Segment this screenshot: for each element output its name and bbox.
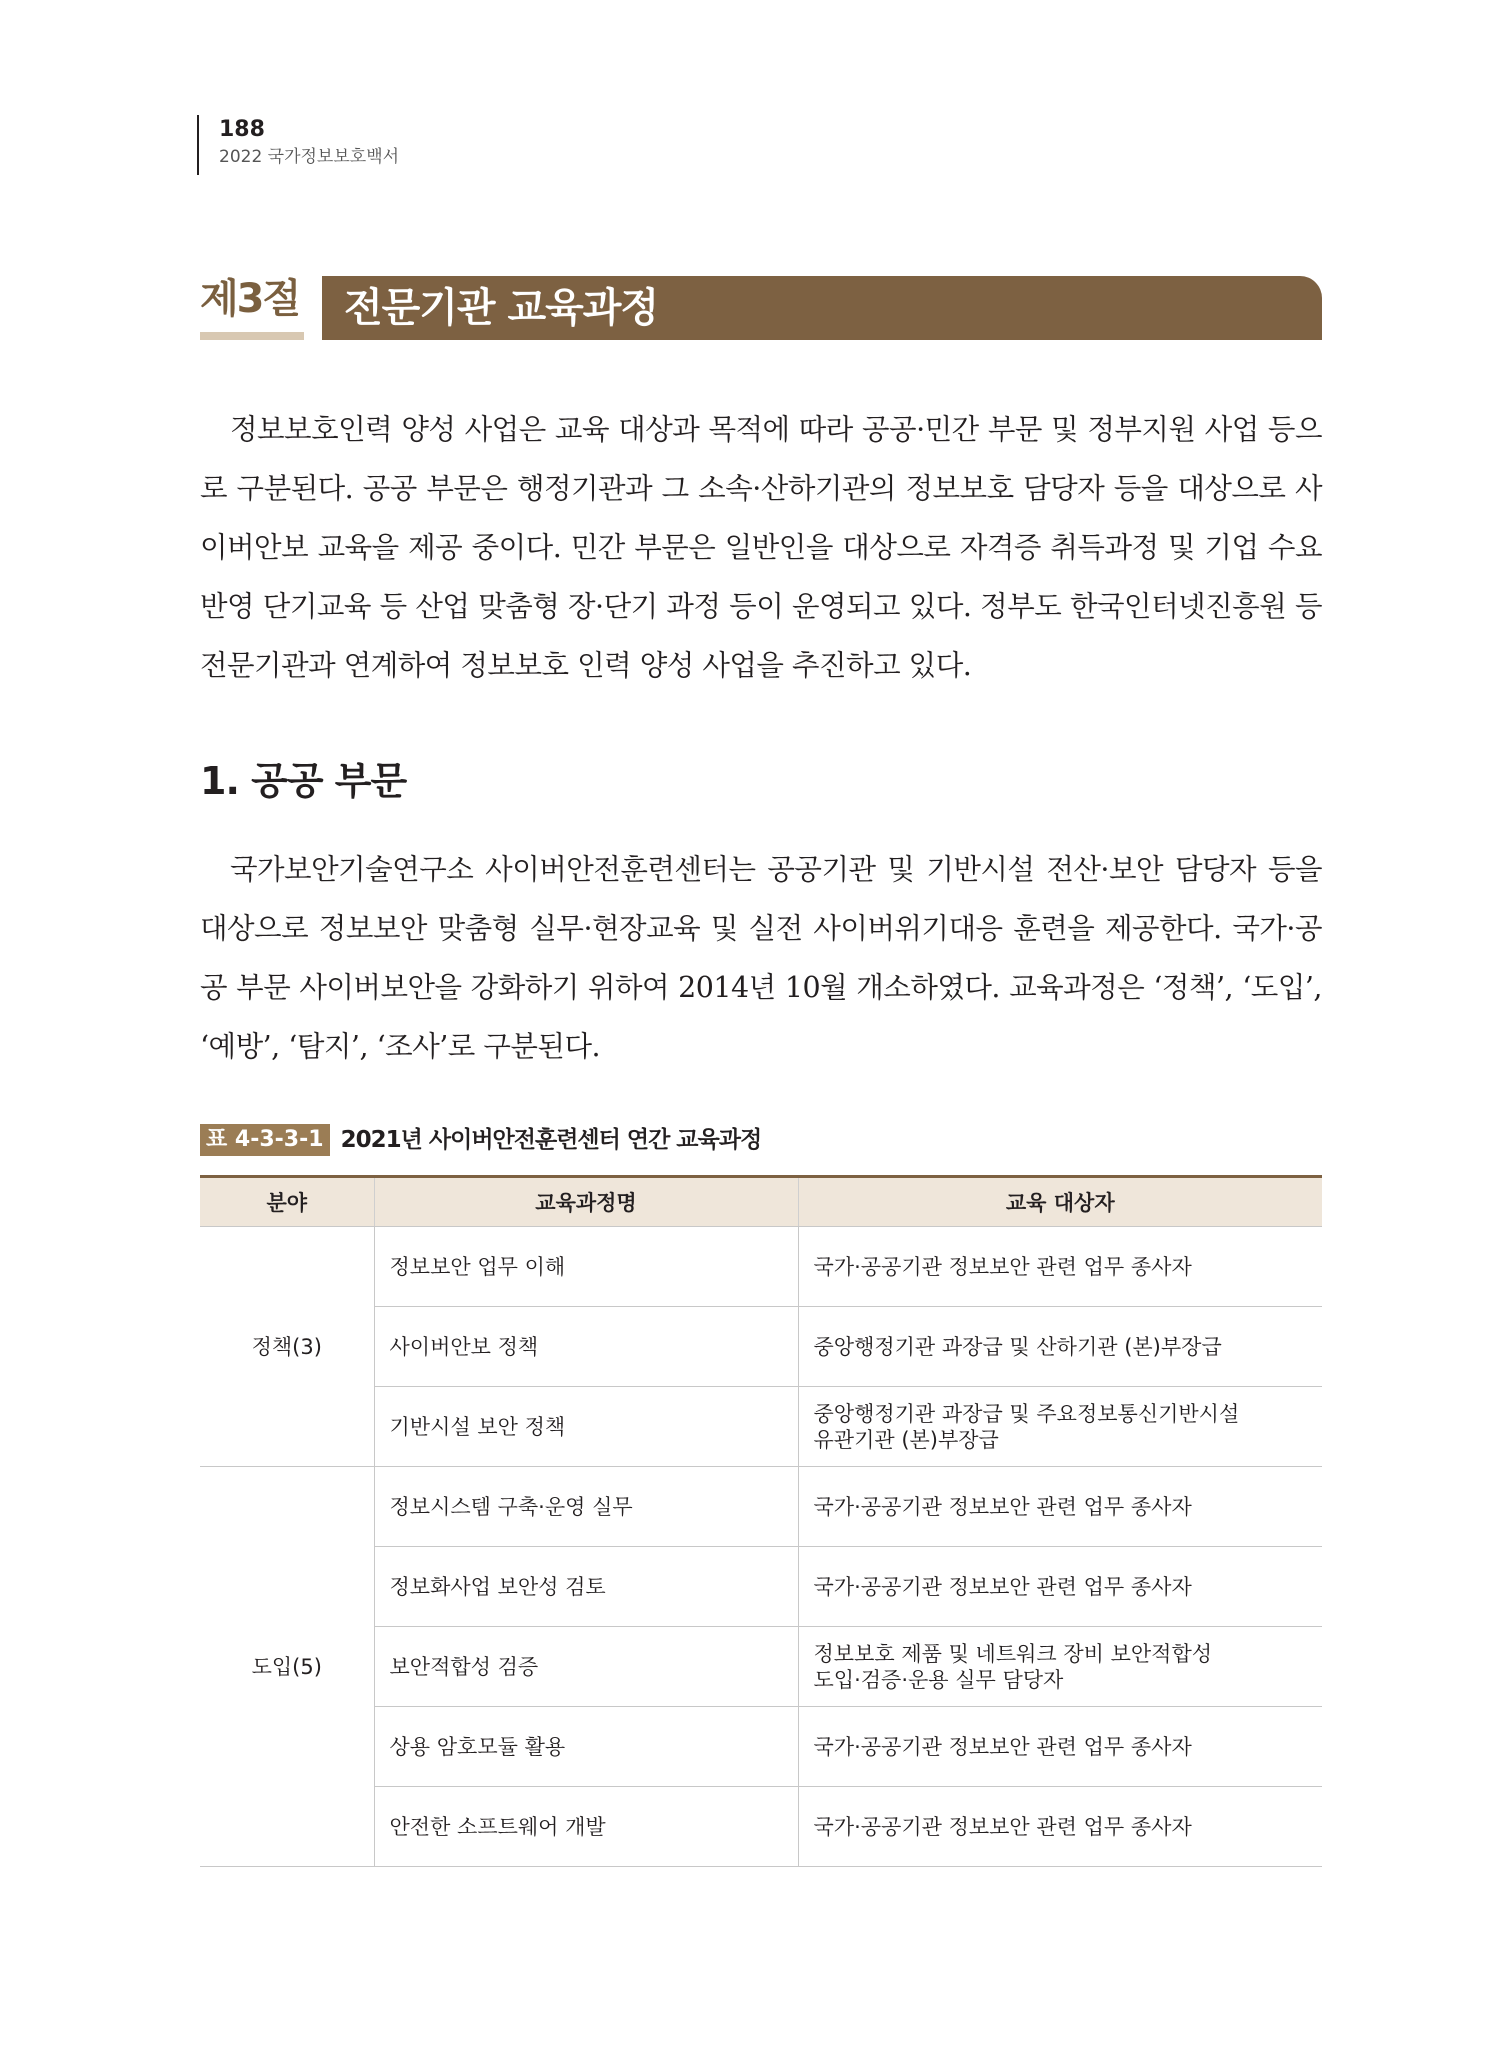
table-row <box>200 1467 1322 1547</box>
category-cell: 정책(3) <box>200 1227 374 1467</box>
target-cell: 국가·공공기관 정보보안 관련 업무 종사자 <box>798 1467 1322 1547</box>
course-cell: 상용 암호모듈 활용 <box>374 1707 798 1787</box>
target-cell: 국가·공공기관 정보보안 관련 업무 종사자 <box>798 1787 1322 1867</box>
table-caption-title: 2021년 사이버안전훈련센터 연간 교육과정 <box>340 1127 762 1153</box>
subsection-title: 1. 공공 부문 <box>200 759 407 803</box>
target-cell: 국가·공공기관 정보보안 관련 업무 종사자 <box>798 1227 1322 1307</box>
course-cell: 기반시설 보안 정책 <box>374 1387 798 1467</box>
intro-paragraph: 정보보호인력 양성 사업은 교육 대상과 목적에 따라 공공·민간 부문 및 정부지원 사업 등으로 구분된다. 공공 부문은 행정기관과 그 소속·산하기관의 정보보호 담당자 등을 대상으로 사이버안보 교육을 제공 중이다. 민간 부문은 일반인을 대상으로 자격증 취득과정 및 기업 수요 반영 단기교육 등 산업 맞춤형 장·단기 과정 등이 운영되고 있다. 정부도 한국인터넷진흥원 등 전문기관과 연계하여 정보보호 인력 양성 사업을 추진하고 있다. <box>200 413 1322 682</box>
course-cell: 안전한 소프트웨어 개발 <box>374 1787 798 1867</box>
course-cell: 정보보안 업무 이해 <box>374 1227 798 1307</box>
course-cell: 정보화사업 보안성 검토 <box>374 1547 798 1627</box>
curriculum-table <box>200 1175 1322 1867</box>
table-caption <box>200 1124 761 1158</box>
course-cell: 사이버안보 정책 <box>374 1307 798 1387</box>
target-cell: 중앙행정기관 과장급 및 주요정보통신기반시설 유관기관 (본)부장급 <box>798 1387 1322 1467</box>
target-cell: 정보보호 제품 및 네트워크 장비 보안적합성 도입·검증·운용 실무 담당자 <box>798 1627 1322 1707</box>
target-cell: 국가·공공기관 정보보안 관련 업무 종사자 <box>798 1707 1322 1787</box>
public-sector-paragraph: 국가보안기술연구소 사이버안전훈련센터는 공공기관 및 기반시설 전산·보안 담당자 등을 대상으로 정보보안 맞춤형 실무·현장교육 및 실전 사이버위기대응 훈련을 제공한다. 국가·공공 부문 사이버보안을 강화하기 위하여 2014년 10월 개소하였다. 교육과정은 ‘정책’, ‘도입’, ‘예방’, ‘탐지’, ‘조사’로 구분된다. <box>200 853 1322 1063</box>
page-header <box>197 115 399 175</box>
category-cell: 도입(5) <box>200 1467 374 1867</box>
course-cell: 보안적합성 검증 <box>374 1627 798 1707</box>
header-target: 교육 대상자 <box>798 1177 1322 1227</box>
header-field: 분야 <box>200 1177 374 1227</box>
section-label-text: 제3절 <box>200 276 300 322</box>
target-cell: 중앙행정기관 과장급 및 산하기관 (본)부장급 <box>798 1307 1322 1387</box>
table-number-badge: 표 4-3-3-1 <box>200 1124 330 1156</box>
table-row <box>200 1227 1322 1307</box>
section-heading <box>200 270 1322 340</box>
target-cell: 국가·공공기관 정보보안 관련 업무 종사자 <box>798 1547 1322 1627</box>
section-title-banner <box>322 276 1322 340</box>
header-course: 교육과정명 <box>374 1177 798 1227</box>
course-cell: 정보시스템 구축·운영 실무 <box>374 1467 798 1547</box>
page-number: 188 <box>219 117 265 142</box>
section-label <box>200 270 304 340</box>
section-label-underline <box>200 332 304 340</box>
table-header-row <box>200 1177 1322 1227</box>
section-title: 전문기관 교육과정 <box>344 285 659 331</box>
publication-title: 2022 국가정보보호백서 <box>219 147 400 167</box>
